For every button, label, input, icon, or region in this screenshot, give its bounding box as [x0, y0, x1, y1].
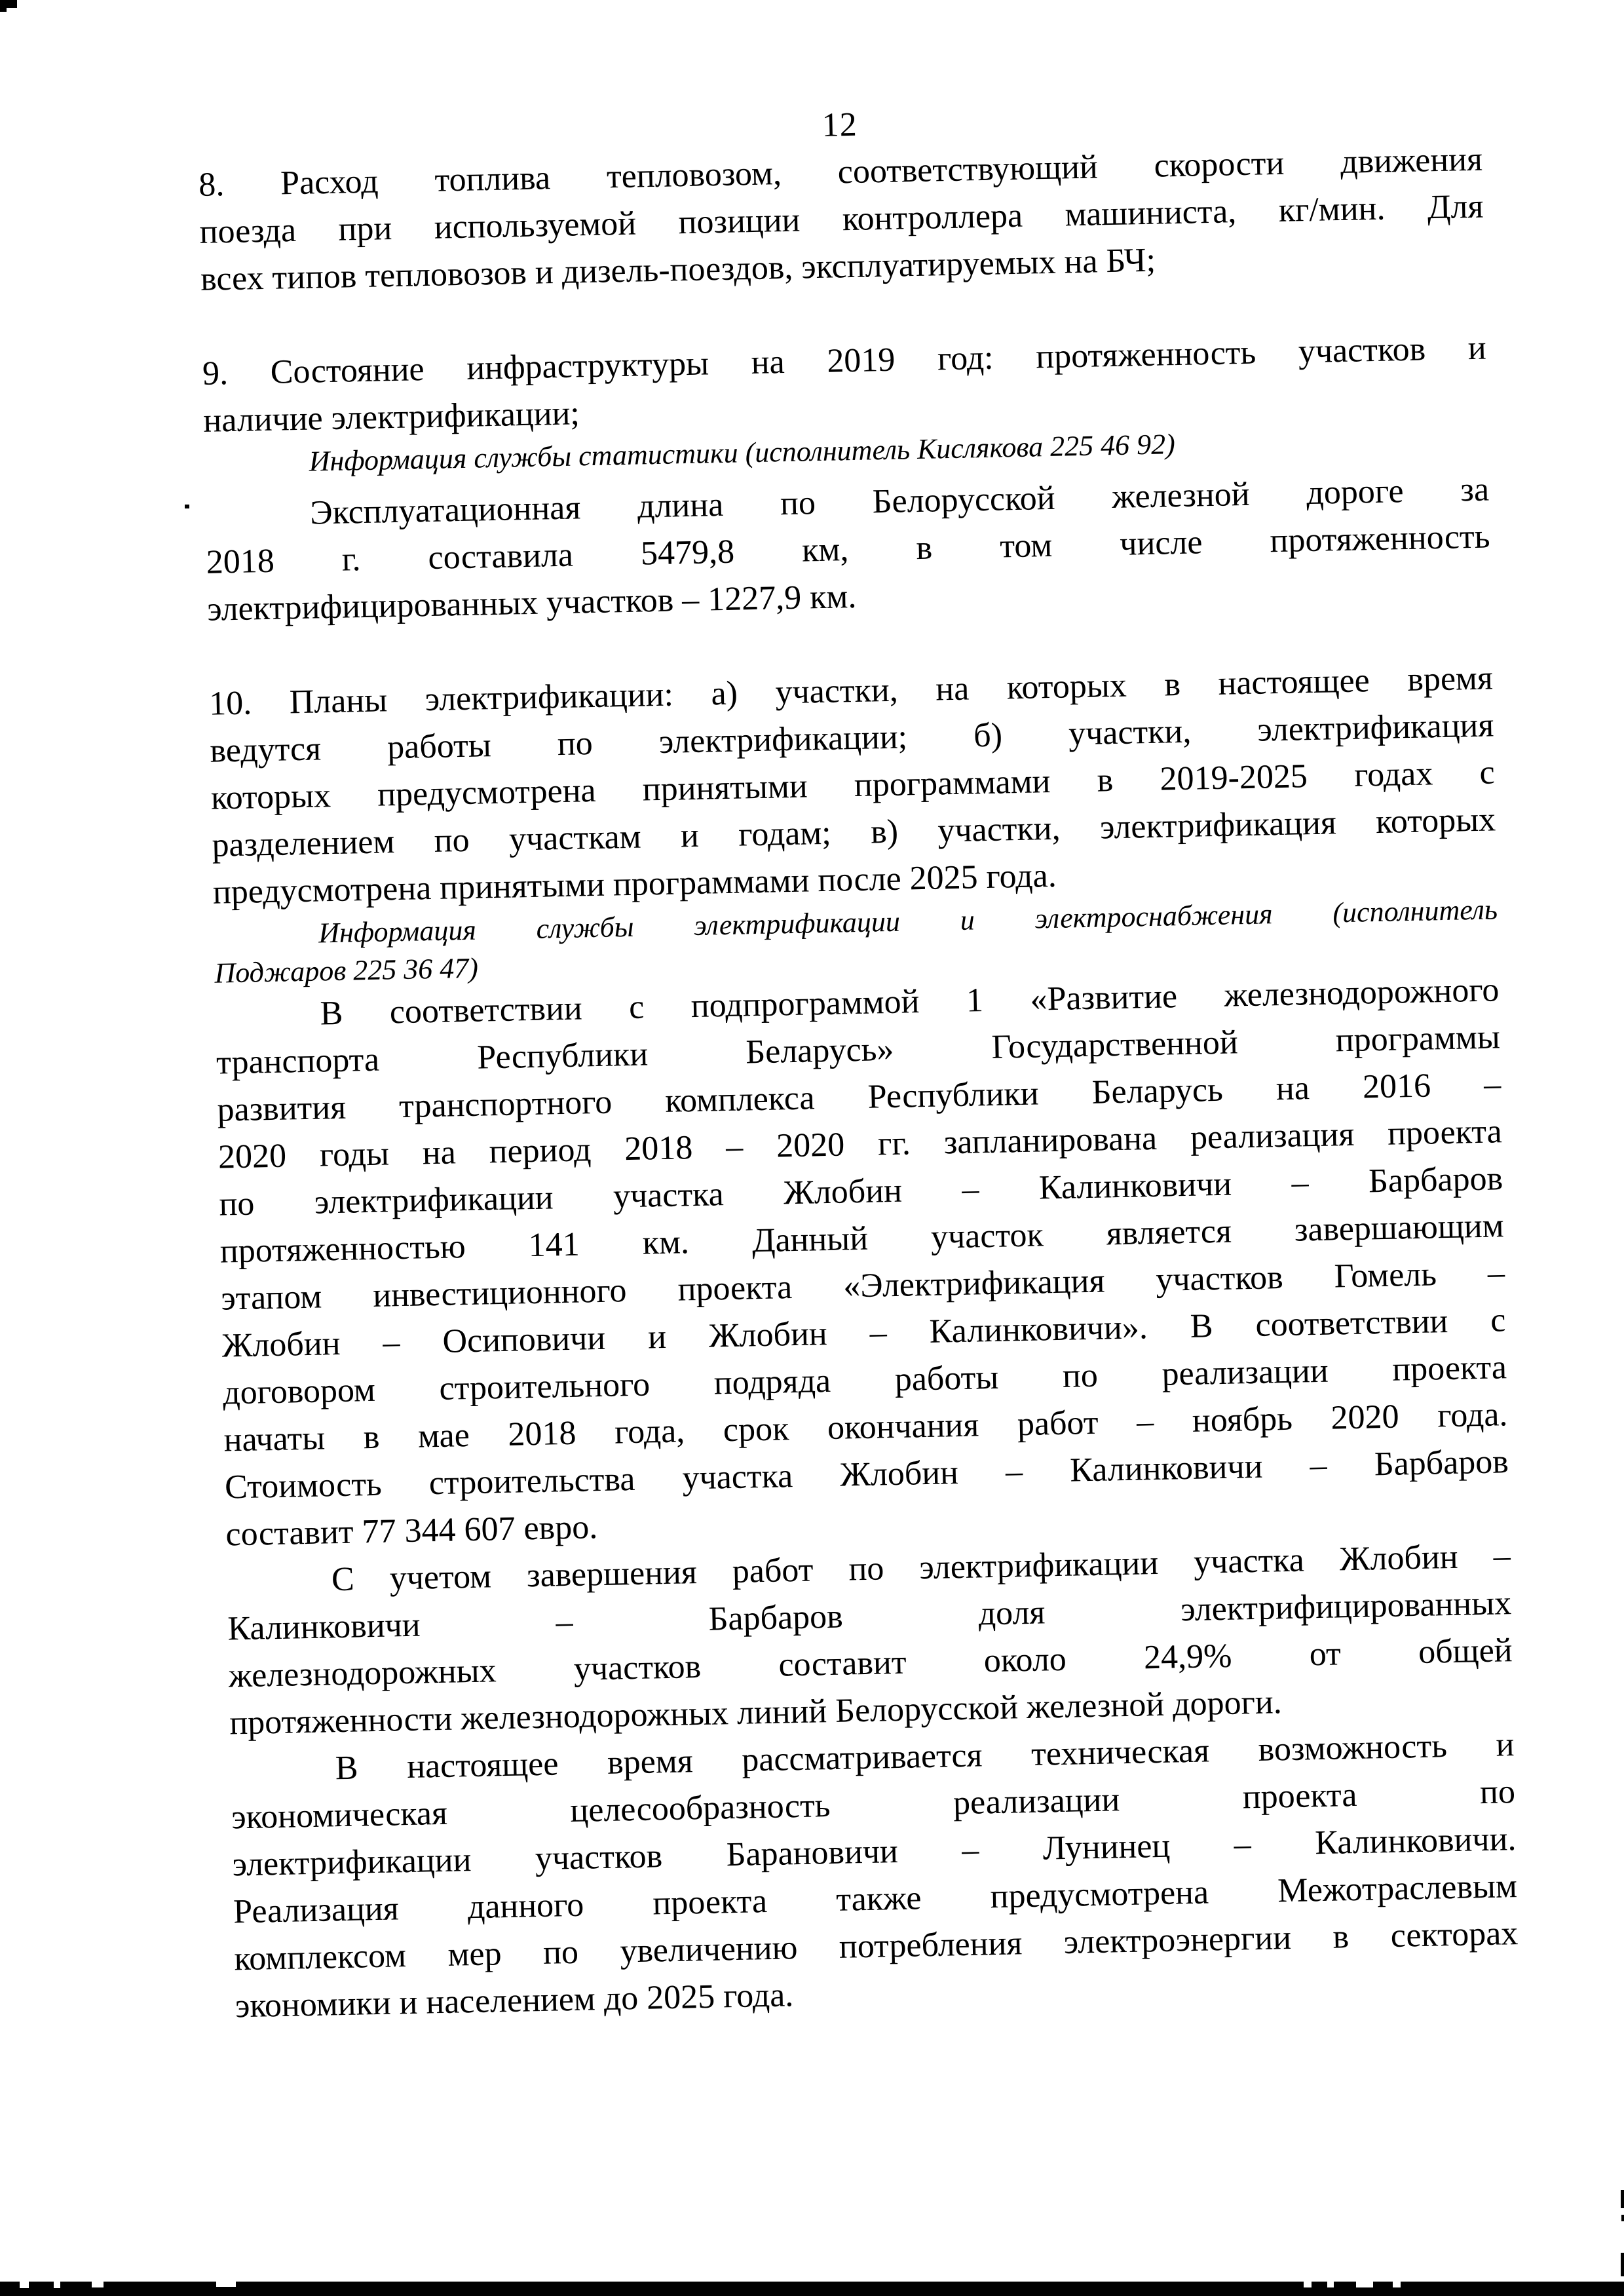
page-number: 12 — [821, 105, 858, 144]
item-10-body-plans-line-2: экономическая целесообразность реализации проекта по — [231, 1773, 1516, 1837]
paragraph-item-10-share — [226, 1533, 1513, 1747]
item-10-body-project-line-12: составит 77 344 607 евро. — [225, 1508, 598, 1554]
bottom-bar-notch — [1304, 2282, 1312, 2287]
item-9-heading-line-1: 9. Состояние инфраструктуры на 2019 год: протяженность участков и — [202, 329, 1487, 392]
item-10-body-project-line-11: Стоимость строительства участка Жлобин – Калинковичи – Барбаров — [224, 1443, 1509, 1506]
bottom-bar-notch — [1356, 2282, 1373, 2287]
item-10-heading-line-1: 10. Планы электрификации: а) участки, на которых в настоящее время — [208, 659, 1494, 723]
item-10-body-plans-line-5: комплексом мер по увеличению потребления электроэнергии в секторах — [234, 1915, 1519, 1978]
item-10-body-project-line-1: В соответствии с подпрограммой 1 «Развитие железнодорожного — [320, 971, 1500, 1033]
item-10-body-share-line-2: Калинковичи – Барбаров доля электрифицированных — [227, 1584, 1512, 1648]
item-10-body-project-line-2: транспорта Республики Беларусь» Государственной программы — [216, 1018, 1501, 1082]
item-9-body-line-2: 2018 г. составила 5479,8 км, в том числе протяженность — [206, 518, 1490, 581]
item-10-heading-line-4: разделением по участкам и годам; в) участки, электрификация которых — [211, 801, 1496, 864]
bottom-bar-notch — [1327, 2282, 1334, 2287]
item-10-body-plans-line-3: электрификации участков Барановичи – Лунинец – Калинковичи. — [232, 1820, 1517, 1884]
item-8-line-2: поезда при используемой позиции контроллера машиниста, кг/мин. Для — [199, 187, 1484, 251]
document-content — [197, 89, 1519, 2031]
item-10-body-project-line-8: Жлобин – Осиповичи и Жлобин – Калинковичи». В соответствии с — [221, 1301, 1506, 1365]
item-9-body-line-1: Эксплуатационная длина по Белорусской железной дороге за — [309, 470, 1490, 532]
item-10-heading-line-3: которых предусмотрена принятыми программами в 2019-2025 годах с — [210, 754, 1496, 817]
item-10-body-plans-line-4: Реализация данного проекта также предусмотрена Межотраслевым — [233, 1867, 1518, 1931]
bottom-bar-notch — [54, 2282, 60, 2288]
item-10-body-share-line-4: протяженности железнодорожных линий Белорусской железной дороги. — [229, 1683, 1283, 1742]
item-10-executor-note-line-2: Поджаров 225 36 47) — [214, 951, 479, 989]
bottom-bar-notch — [92, 2282, 104, 2287]
paragraph-item-10-plans — [230, 1721, 1519, 2030]
item-10-body-project-line-3: развития транспортного комплекса Республики Беларусь на 2016 – — [217, 1065, 1501, 1129]
right-edge-mark — [1621, 2190, 1624, 2208]
item-8-line-1: 8. Расход топлива тепловозом, соответствующий скорости движения — [198, 140, 1483, 204]
item-10-body-plans-line-1: В настоящее время рассматривается техническая возможность и — [335, 1726, 1515, 1788]
item-10-body-project-line-6: протяженностью 141 км. Данный участок является завершающим — [219, 1207, 1505, 1271]
item-10-body-plans-line-6: экономики и населением до 2025 года. — [235, 1976, 794, 2025]
item-10-executor-note-line-1: Информация службы электрификации и электроснабжения (исполнитель — [318, 893, 1498, 949]
item-10-body-project-line-7: этапом инвестиционного проекта «Электрификация участков Гомель – — [220, 1254, 1505, 1318]
item-10-body-project-line-10: начаты в мае 2018 года, срок окончания работ – ноябрь 2020 года. — [223, 1396, 1508, 1459]
item-9-executor-note-line-1: Информация службы статистики (исполнитель Кислякова 225 46 92) — [309, 428, 1176, 478]
item-10-body-project-line-4: 2020 годы на период 2018 – 2020 гг. запланирована реализация проекта — [217, 1113, 1503, 1176]
item-9-body-line-3: электрифицированных участков – 1227,9 км. — [206, 577, 857, 628]
bottom-bar-notch — [216, 2282, 236, 2287]
bottom-bar-notch — [1393, 2282, 1401, 2287]
paragraph-item-10-project — [215, 966, 1510, 1558]
item-10-body-project-line-9: договором строительного подряда работы по реализации проекта — [222, 1349, 1507, 1412]
paragraph-item-8 — [198, 136, 1485, 303]
item-10-body-project-line-5: по электрификации участка Жлобин – Калинковичи – Барбаров — [218, 1160, 1503, 1223]
item-10-body-share-line-3: железнодорожных участков составит около 24,9% от общей — [228, 1632, 1513, 1695]
top-left-edge-mark2 — [0, 8, 7, 12]
paragraph-item-9-body — [205, 467, 1492, 634]
bottom-edge-bar — [0, 2282, 1624, 2296]
item-10-heading-line-5: предусмотрена принятыми программами после 2025 года. — [212, 856, 1057, 911]
left-margin-speck — [185, 505, 189, 508]
bottom-bar-notch — [20, 2282, 29, 2288]
item-9-heading-line-2: наличие электрификации; — [202, 394, 580, 440]
item-10-body-share-line-1: С учетом завершения работ по электрификации участка Жлобин – — [331, 1537, 1511, 1599]
right-edge-mark — [1621, 2215, 1624, 2221]
item-8-line-3: всех типов тепловозов и дизель-поездов, эксплуатируемых на БЧ; — [200, 241, 1156, 298]
item-10-heading-line-2: ведутся работы по электрификации; б) участки, электрификация — [210, 706, 1494, 770]
top-left-edge-mark — [0, 0, 17, 8]
right-edge-mark — [1621, 2253, 1624, 2276]
paragraph-item-10-heading — [208, 655, 1497, 916]
